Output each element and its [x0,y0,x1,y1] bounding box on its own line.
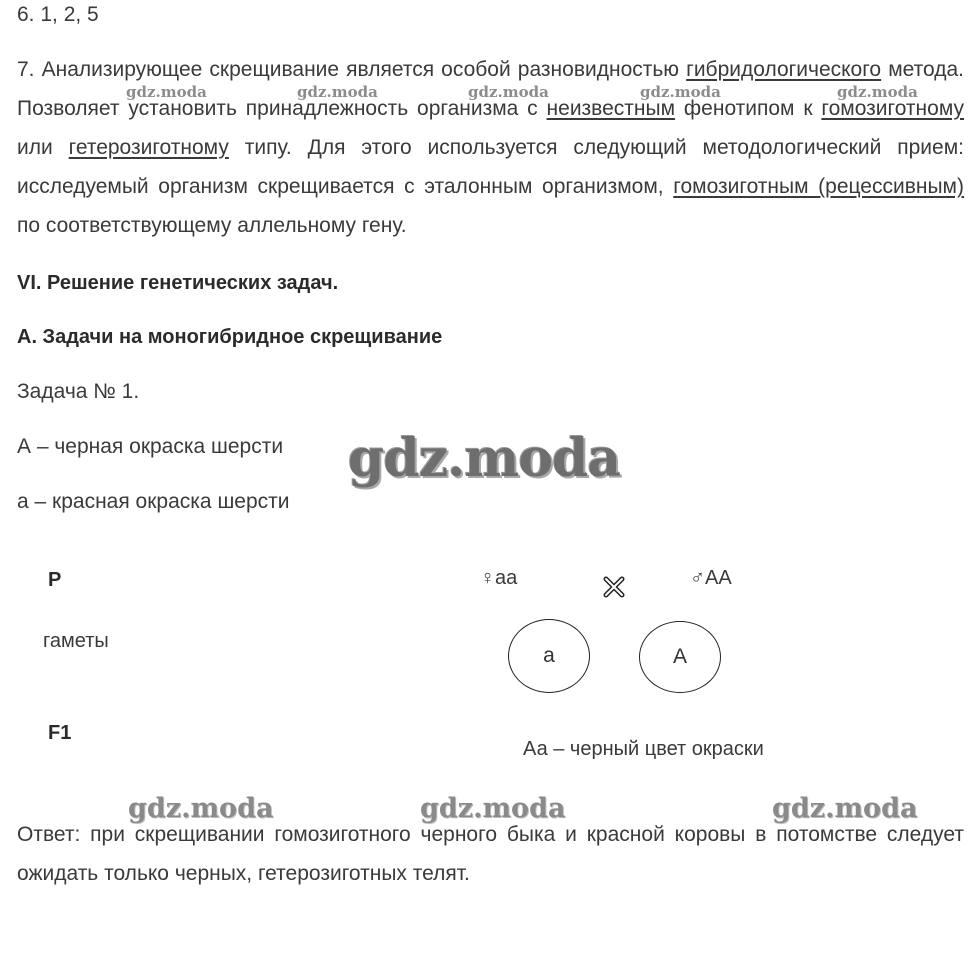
answer-text: Ответ: при скрещивании гомозиготного черного быка и красной коровы в потомстве следует ожидать только черных, гетерозиготных телят. [17,823,964,885]
gametes-label: гаметы [43,630,109,652]
subsection-title: А. Задачи на моногибридное скрещивание [17,326,443,348]
legend-recessive: а – красная окраска шерсти [17,490,290,513]
item7-term-unknown: неизвестным [546,97,676,120]
parents-label: P [48,569,62,591]
watermark-large: gdz.moda [348,428,621,489]
item7-text-2: метода. Позволяет установить принадлежность организма с [17,58,965,120]
item7-term-homozygous: гомозиготному [821,97,964,120]
item7-text-3: фенотипом к [675,97,822,120]
watermark-mid-1: gdz.moda [128,793,274,824]
f1-result: Аа – черный цвет окраски [523,738,764,760]
cross-icon [603,576,625,598]
item7-text-6: по соответствующему аллельному гену. [17,214,407,237]
gamete-male-label: А [672,645,687,668]
section-title: VI. Решение генетических задач. [17,272,339,294]
item7-text-1: 7. Анализирующее скрещивание является особой разновидностью [17,58,687,81]
item7-text-4: или [17,136,69,159]
task-title: Задача № 1. [17,380,140,403]
watermark-mid-2: gdz.moda [420,793,566,824]
female-genotype: ♀аа [480,567,518,589]
item7-term-heterozygous: гетерозиготному [68,136,229,159]
gamete-female-circle [508,619,590,693]
answer-item-7 [17,50,964,245]
watermark-small-5: gdz.moda [837,83,918,101]
legend-dominant: А – черная окраска шерсти [17,435,284,458]
watermark-small-2: gdz.moda [297,83,378,101]
male-genotype: ♂АА [690,567,732,589]
item7-term-hybridological: гибридологического [686,58,882,81]
watermark-small-3: gdz.moda [468,83,549,101]
gamete-male-circle [639,621,721,693]
gamete-female-label: а [543,644,555,667]
item7-term-homozygous-recessive: гомозиготным (рецессивным) [673,175,964,198]
answer-item-6: 6. 1, 2, 5 [17,3,99,26]
item7-text-5: типу. Для этого используется следующий методологический прием: исследуемый организм скрещивается с эталонным организмом, [17,136,964,198]
watermark-small-4: gdz.moda [640,83,721,101]
watermark-small-1: gdz.moda [126,83,207,101]
f1-label: F1 [48,722,72,744]
watermark-mid-3: gdz.moda [772,793,918,824]
